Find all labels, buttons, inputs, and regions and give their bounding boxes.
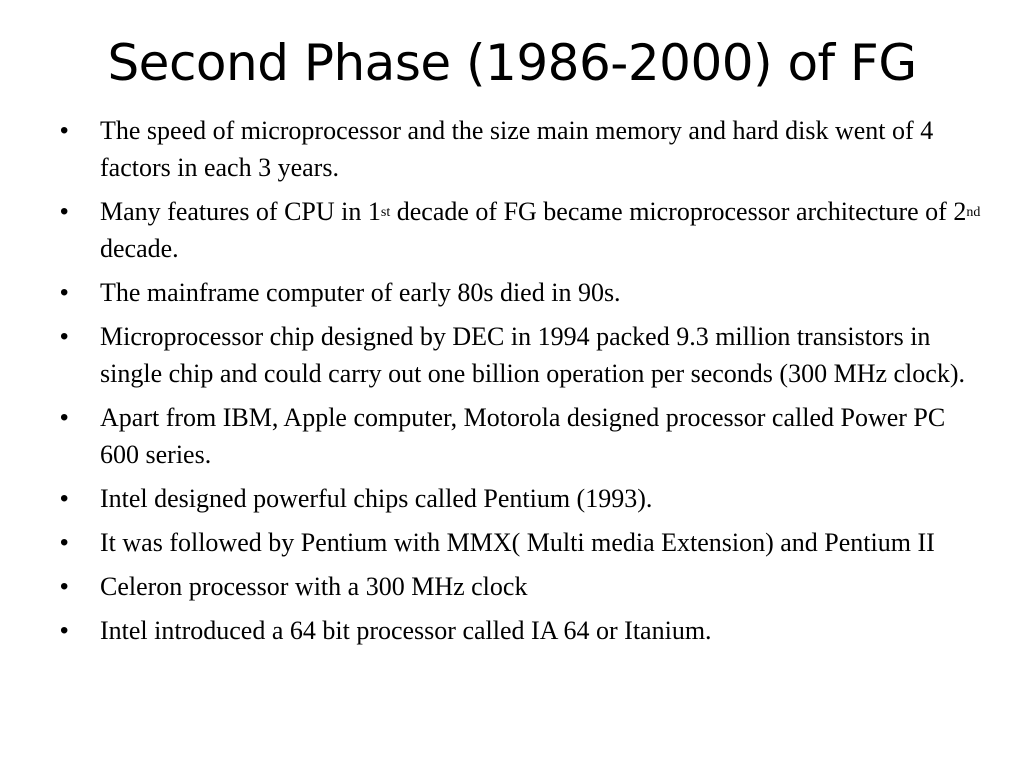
bullet-dot-icon: •	[60, 323, 69, 350]
bullet-dot-icon: •	[60, 198, 69, 225]
ordinal-superscript: st	[380, 205, 391, 220]
bullet-dot-icon: •	[60, 117, 69, 144]
bullet-text-part: decade of FG became microprocessor architecture of 2	[390, 197, 967, 226]
bullet-dot-icon: •	[60, 617, 69, 644]
bullet-text: It was followed by Pentium with MMX( Multi media Extension) and Pentium II	[100, 528, 935, 557]
bullet-item-2	[0, 193, 1024, 267]
bullet-item-8	[0, 568, 1024, 605]
bullet-text: Intel introduced a 64 bit processor called IA 64 or Itanium.	[100, 616, 712, 645]
bullet-dot-icon: •	[60, 529, 69, 556]
bullet-text-part: decade.	[100, 234, 179, 263]
bullet-item-6	[0, 480, 1024, 517]
bullet-text: Intel designed powerful chips called Pentium (1993).	[100, 484, 653, 513]
bullet-item-7	[0, 524, 1024, 561]
bullet-item-1	[0, 112, 1024, 186]
bullet-list	[0, 112, 1024, 656]
bullet-text: Microprocessor chip designed by DEC in 1994 packed 9.3 million transistors in single chip and could carry out one billion operation per seconds (300 MHz clock).	[100, 322, 965, 388]
bullet-dot-icon: •	[60, 573, 69, 600]
bullet-item-3	[0, 274, 1024, 311]
bullet-dot-icon: •	[60, 279, 69, 306]
bullet-text: The speed of microprocessor and the size main memory and hard disk went of 4 factors in each 3 years.	[100, 116, 934, 182]
bullet-item-9	[0, 612, 1024, 649]
bullet-text: The mainframe computer of early 80s died in 90s.	[100, 278, 621, 307]
ordinal-superscript: nd	[966, 205, 981, 220]
bullet-text: Celeron processor with a 300 MHz clock	[100, 572, 528, 601]
bullet-text: Apart from IBM, Apple computer, Motorola designed processor called Power PC 600 series.	[100, 403, 946, 469]
bullet-text-part: Many features of CPU in 1	[100, 197, 381, 226]
bullet-dot-icon: •	[60, 485, 69, 512]
bullet-item-5	[0, 399, 1024, 473]
slide-title: Second Phase (1986-2000) of FG	[107, 34, 917, 92]
bullet-dot-icon: •	[60, 404, 69, 431]
bullet-item-4	[0, 318, 1024, 392]
